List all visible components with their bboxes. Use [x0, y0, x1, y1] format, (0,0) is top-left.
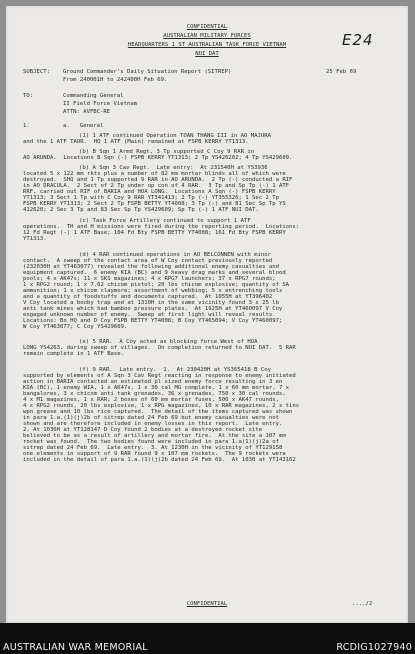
- body-line: (b) B Sqn 1 Armd Regt, 3 Tp supported C Coy 9 RAR in: [79, 149, 255, 155]
- body-line: 1 x RPG2 round; 1 x 7.62 chicom pistol; 20 lbs chicom explosive; quantity of SA: [23, 282, 290, 288]
- body-line: engaged unknown number of enemy. Sweep at first light will reveal results.: [23, 312, 276, 318]
- body-line: (1) 1 ATF continued Operation TOAN THANG III in AO MAJURA: [79, 133, 271, 139]
- addressee-line-2: II Field Force Vietnam: [63, 101, 138, 107]
- body-line: 12 Fd Regt (-) 1 ATF Base; 104 Fd Bty FSPB BETTY YT4008; 161 Fd Bty FSPB KERRY: [23, 230, 286, 236]
- body-line: shown and are therefore included in enemy losses in this report. Late entry.: [23, 421, 283, 427]
- body-line: and the 1 ATF TAOR. HQ 1 ATF (Main) remained at FSPB KERRY YT1313.: [23, 139, 249, 145]
- body-line: W Coy YT463077; C Coy YS429609.: [23, 324, 128, 330]
- body-line: Locations: Bn HQ and D Coy FSPB BETTY YT4008; B Coy YT465094; V Coy YT460097;: [23, 318, 283, 324]
- addressee-line-3: ATTN: AVFBC-RE: [63, 109, 111, 115]
- body-line: located 5 x 122 mm rkts plus a number of 82 mm mortar blinds all of which were: [23, 171, 286, 177]
- body-line: 2. At 1030H at YT128147 D Coy found 2 bodies at a destroyed rocket site: [23, 427, 263, 433]
- body-line: remain complete in 1 ATF Base.: [23, 351, 125, 357]
- body-line: wpn grease and 10 lbs rice captured. The detail of the items captured was shown: [23, 409, 293, 415]
- org-line-1: AUSTRALIAN MILITARY FORCES: [163, 33, 251, 39]
- body-line: (d) 4 RAR continued operations in AO BELCONNEN with minor: [79, 252, 271, 258]
- body-line: RRF, carried out RIF of BARIA and HOA LONG. Locations A Sqn (-) FSPB KERRY: [23, 189, 276, 195]
- body-line: in para 1.a.(1)(j)2b of sitrep dated 24 Feb 69 but enemy casualties were not: [23, 415, 279, 421]
- body-line: FSPB KERRY YT1313; 2 Sect 2 Tp FSPB BETTY YT4008; 3 Tp (-) and 81 Sec Sp Tp YS: [23, 201, 286, 207]
- body-line: action in BARIA contacted an estimated pl sized enemy force resulting in 3 en: [23, 379, 283, 385]
- document-page: [6, 6, 408, 623]
- body-line: pools; 4 x AK47s; 11 x SKS magazines; 4 x RPG7 launchers; 37 x RPG7 rounds;: [23, 276, 276, 282]
- addressee-line-1: Commanding General: [63, 93, 124, 99]
- body-line: contact. A sweep of the contact area of W Coy contact previously reported: [23, 258, 273, 264]
- body-line: (232030H at YT463077) revealed the following additional enemy casualties and: [23, 264, 279, 270]
- subject-label: SUBJECT:: [23, 69, 50, 75]
- location: NUI DAT: [195, 51, 219, 57]
- body-line: rocket was found. The two bodies found were included in para 1.a(1)(j)2a of: [23, 439, 279, 445]
- document-date: 25 Feb 69: [326, 69, 357, 75]
- body-line: 4 x RPG2 rounds, 20 lbs explosive, 1 x RPG magazines, 10 x RAR magazines, 2 x tins: [23, 403, 300, 409]
- archive-footer: [0, 623, 415, 654]
- body-line: in AO DRACULA. 2 Sect of 2 Tp under op con of 4 RAR. 3 Tp and Sp Tp (-) 1 ATF: [23, 183, 290, 189]
- body-line: sitrep dated 24 Feb 69. Late entry. 3. At 1230H in the vicinity of YT129158: [23, 445, 283, 451]
- body-line: supported by elements of A Sqn 3 Cav Regt reacting in response to enemy initiated: [23, 373, 296, 379]
- subject-line-1: Ground Commander's Daily Situation Report (SITREP): [63, 69, 232, 75]
- section-title: a. General: [63, 123, 104, 129]
- body-line: bangalores, 3 x chicom anti tank grenades, 36 x grenades, 750 x 30 cal rounds,: [23, 391, 286, 397]
- body-line: V Coy located a booby trap and at 1310H in the same vicinity found 3 x 25 lb: [23, 300, 279, 306]
- body-line: (e) 5 RAR. A Coy acted as blocking force West of HOA: [79, 339, 258, 345]
- body-line: YT1313; 3 Sect 1 Tp with C Coy 9 RAR YT341413; 2 Tp (-) YT355326; 1 Sec 2 Tp: [23, 195, 279, 201]
- body-line: 412620; 2 Sec 3 Tp and 83 Sec Sp Tp YS429609; Sp Tp (-) 1 ATF NUI DAT.: [23, 207, 259, 213]
- body-line: ammunition; 1 x chicom claymore; assortment of webbing; 5 x entrenching tools: [23, 288, 283, 294]
- body-line: destroyed. SHQ and 1 Tp supported 9 RAR in AO ARUNDA. 2 Tp (-) conducted a RIF: [23, 177, 293, 183]
- body-line: operations. TH and H missions were fired during the reporting period. Locations:: [23, 224, 300, 230]
- archive-reference: RCDIG1027940: [336, 642, 412, 653]
- handwritten-reference: E24: [342, 31, 374, 49]
- archive-name: AUSTRALIAN WAR MEMORIAL: [3, 642, 148, 653]
- org-line-2: HEADQUARTERS 1 ST AUSTRALIAN TASK FORCE VIETNAM: [127, 42, 287, 48]
- body-line: (f) 9 RAR. Late entry. 1. At 230420H at YS365418 B Coy: [79, 367, 271, 373]
- subject-line-2: From 240001H to 242400H Feb 69.: [63, 77, 168, 83]
- body-line: KIA (BC), 1 enemy WIA, 1 x AK47s, 1 x 30 cal MG complete, 1 x 60 mm mortar, 7 x: [23, 385, 290, 391]
- classification-top: CONFIDENTIAL: [186, 24, 228, 30]
- body-line: one elements in support of 9 RAR found 9 x 107 mm rockets. The 9 rockets were: [23, 451, 286, 457]
- body-line: (b) A Sqn 3 Cav Regt. Late entry: At 231540H at YS3936: [79, 165, 268, 171]
- body-line: AO ARUNDA. Locations B Sqn (-) FSPB KERRY YT1313; 2 Tp YS426202; 4 Tp YS429609.: [23, 155, 293, 161]
- body-line: included in the detail of para 1.a.(1)(j)2b dated 24 Feb 69. At 1030 at YT143162: [23, 457, 296, 463]
- body-line: (c) Task Force Artillery continued to support 1 ATF: [79, 218, 251, 224]
- body-line: and a quantity of foodstuffs and documents captured. At 1055H at YT396402: [23, 294, 273, 300]
- section-number: 1.: [23, 123, 30, 129]
- body-line: anti tank mines which had bamboo pressure plates. At 1925H at YT460097 V Coy: [23, 306, 283, 312]
- body-line: believed to be as a result of artillery and mortar fire. At the site a 107 mm: [23, 433, 286, 439]
- classification-bottom: CONFIDENTIAL: [186, 601, 228, 607]
- body-line: 4 x M1 magazines, 1 x RAR; 2 boxes of 60 mm mortar fuses, 500 x AK47 rounds,: [23, 397, 279, 403]
- body-line: YT1313.: [23, 236, 47, 242]
- body-line: LONG YS4263, during sweep of villages. On completion returned to NUI DAT. 5 RAR: [23, 345, 296, 351]
- page-continuation: ..../2: [352, 601, 373, 607]
- body-line: equipment captured. 6 enemy KIA (BC) and 9 heavy drag marks and several blood: [23, 270, 286, 276]
- to-label: TO:: [23, 93, 34, 99]
